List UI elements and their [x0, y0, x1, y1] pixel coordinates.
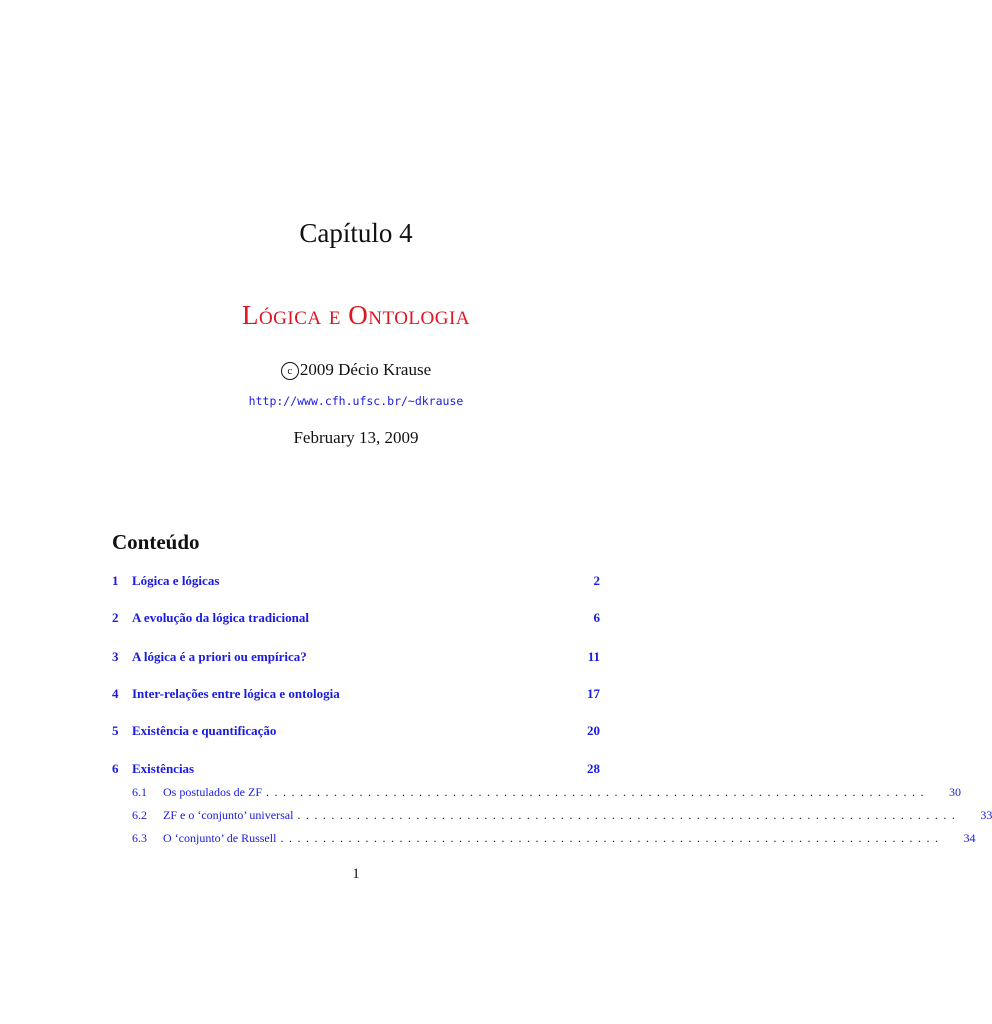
toc-section-title: Existência e quantificação: [132, 723, 277, 738]
toc-subsection-title: O ‘conjunto’ de Russell: [163, 831, 277, 845]
document-title: Lógica e Ontologia: [241, 300, 471, 330]
toc-section-title: Inter-relações entre lógica e ontologia: [132, 686, 340, 701]
toc-section-link[interactable]: [112, 649, 600, 669]
toc-section-number: 6: [112, 761, 119, 776]
document-date: February 13, 2009: [293, 428, 419, 447]
toc-heading: Conteúdo: [112, 530, 200, 554]
toc-section-title: Lógica e lógicas: [132, 573, 220, 588]
toc-section-link[interactable]: [112, 610, 600, 630]
toc-subsection-page: 30: [949, 785, 961, 799]
author-line: [0, 360, 712, 380]
toc-subsection-number: 6.1: [132, 785, 147, 799]
toc-section-title: A lógica é a priori ou empírica?: [132, 649, 307, 664]
toc-section-title: Existências: [132, 761, 195, 776]
toc-subsection-title: ZF e o ‘conjunto’ universal: [163, 808, 294, 822]
toc-section-page: 2: [593, 573, 600, 588]
copyright-icon: c: [281, 362, 299, 380]
toc-section-link[interactable]: [112, 686, 600, 706]
toc-subsection-link[interactable]: [132, 785, 961, 803]
toc-dot-leader: ..............................................................................: [297, 808, 961, 822]
toc-section-link[interactable]: [112, 761, 600, 781]
toc-subsection-title: Os postulados de ZF: [163, 785, 262, 799]
toc-dot-leader: ..............................................................................: [280, 831, 944, 845]
toc-section-number: 4: [112, 686, 119, 701]
toc-section-number: 2: [112, 610, 119, 625]
toc-section-page: 11: [587, 649, 600, 664]
toc-section-number: 1: [112, 573, 119, 588]
toc-section-number: 3: [112, 649, 119, 664]
toc-section-link[interactable]: [112, 573, 600, 593]
toc-subsection-page: 33: [980, 808, 992, 822]
toc-subsection-page: 34: [963, 831, 976, 845]
toc-section-page: 6: [593, 610, 600, 625]
chapter-label: Capítulo 4: [299, 218, 413, 248]
toc-subsection-link[interactable]: [132, 808, 992, 826]
author-url-link[interactable]: http://www.cfh.ufsc.br/~dkrause: [248, 394, 464, 408]
toc-section-page: 20: [587, 723, 600, 738]
author-text: 2009 Décio Krause: [299, 360, 432, 379]
toc-subsection-number: 6.2: [132, 808, 147, 822]
page-number: 1: [352, 866, 360, 882]
toc-subsection-link[interactable]: [132, 831, 976, 849]
toc-section-title: A evolução da lógica tradicional: [132, 610, 309, 625]
toc-section-page: 17: [587, 686, 600, 701]
toc-section-number: 5: [112, 723, 119, 738]
toc-subsection-number: 6.3: [132, 831, 147, 845]
toc-dot-leader: ..............................................................................: [266, 785, 929, 799]
toc-section-page: 28: [587, 761, 600, 776]
toc-section-link[interactable]: [112, 723, 600, 743]
